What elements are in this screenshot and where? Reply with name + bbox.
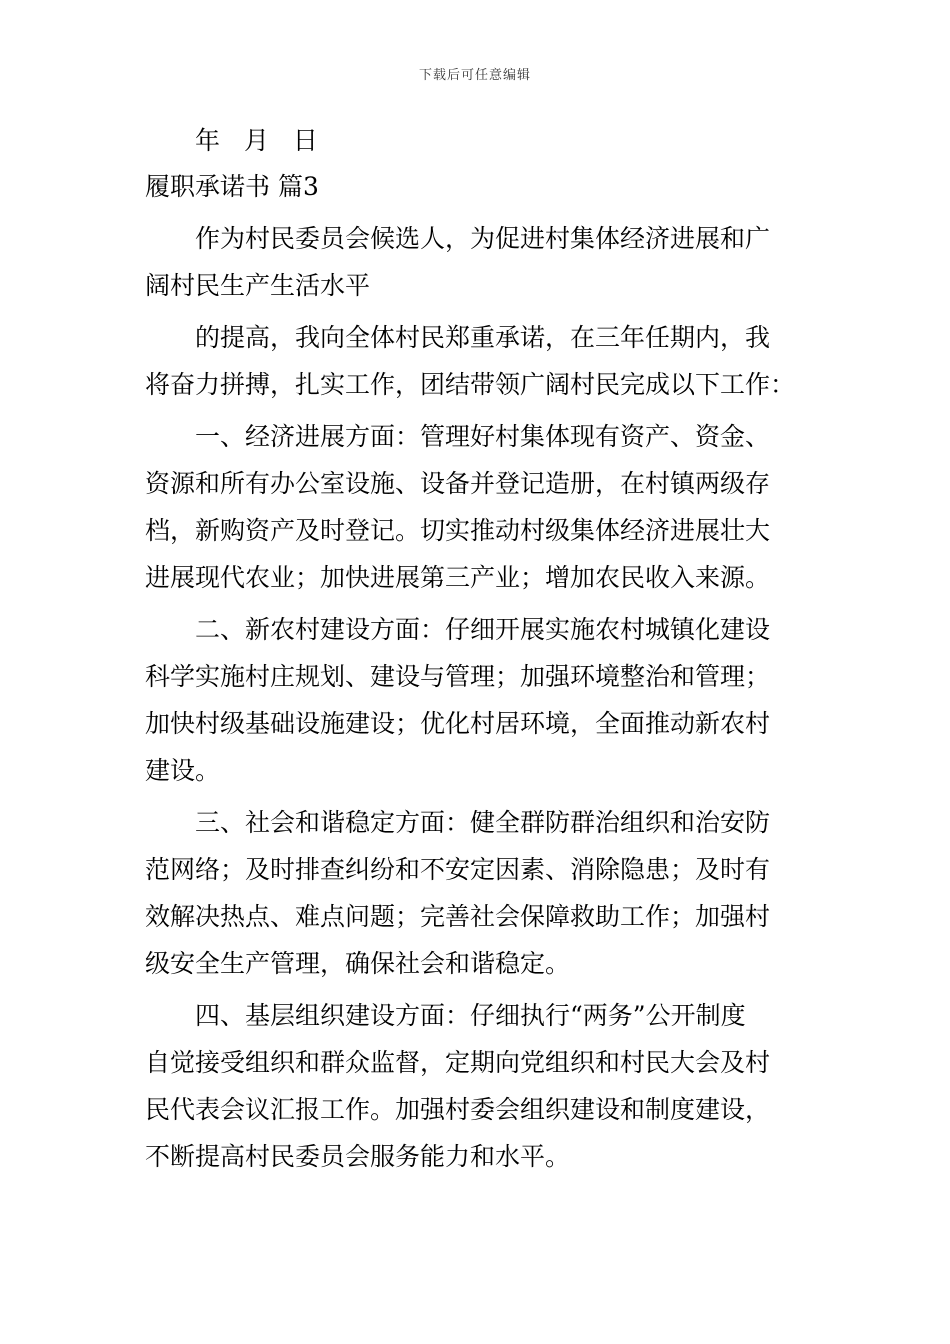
paragraph-line: 的提高，我向全体村民郑重承诺，在三年任期内，我 — [195, 323, 771, 352]
paragraph-line: 建设。 — [145, 756, 221, 785]
paragraph — [145, 224, 810, 301]
paragraph-line: 阔村民生产生活水平 — [145, 271, 371, 300]
document-body — [145, 126, 810, 1194]
paragraph-line: 一、经济进展方面：管理好村集体现有资产、资金、 — [195, 422, 771, 451]
paragraph-line: 民代表会议汇报工作。加强村委会组织建设和制度建设， — [145, 1095, 771, 1124]
paragraph-line: 资源和所有办公室设施、设备并登记造册，在村镇两级存 — [145, 469, 771, 498]
paragraph-line: 级安全生产管理，确保社会和谐稳定。 — [145, 949, 571, 978]
paragraph — [145, 422, 810, 593]
paragraph-line: 作为村民委员会候选人，为促进村集体经济进展和广 — [195, 224, 771, 253]
paragraph-line: 二、新农村建设方面：仔细开展实施农村城镇化建设 — [195, 615, 771, 644]
paragraph — [145, 1001, 810, 1172]
date-line: 年 月 日 — [195, 126, 326, 155]
paragraph-line: 科学实施村庄规划、建设与管理；加强环境整治和管理； — [145, 662, 771, 691]
paragraph-line: 自觉接受组织和群众监督，定期向党组织和村民大会及村 — [145, 1048, 771, 1077]
paragraph — [145, 323, 810, 400]
paragraph-line: 效解决热点、难点问题；完善社会保障救助工作；加强村 — [145, 902, 771, 931]
paragraph-line: 范网络；及时排查纠纷和不安定因素、消除隐患；及时有 — [145, 855, 771, 884]
paragraph-line: 档，新购资产及时登记。切实推动村级集体经济进展壮大 — [145, 516, 771, 545]
paragraph — [145, 615, 810, 786]
paragraph-line: 加快村级基础设施建设；优化村居环境，全面推动新农村 — [145, 709, 771, 738]
paragraph-line: 将奋力拼搏，扎实工作，团结带领广阔村民完成以下工作： — [145, 370, 796, 399]
paragraph-line: 四、基层组织建设方面：仔细执行“两务”公开制度 — [195, 1001, 746, 1030]
paragraph-line: 三、社会和谐稳定方面：健全群防群治组织和治安防 — [195, 808, 771, 837]
paragraph — [145, 808, 810, 979]
page-header-note: 下载后可任意编辑 — [418, 68, 531, 83]
paragraph-line: 进展现代农业；加快进展第三产业；增加农民收入来源。 — [145, 563, 771, 592]
document-title: 履职承诺书 篇3 — [145, 172, 319, 201]
paragraph-line: 不断提高村民委员会服务能力和水平。 — [145, 1142, 571, 1171]
